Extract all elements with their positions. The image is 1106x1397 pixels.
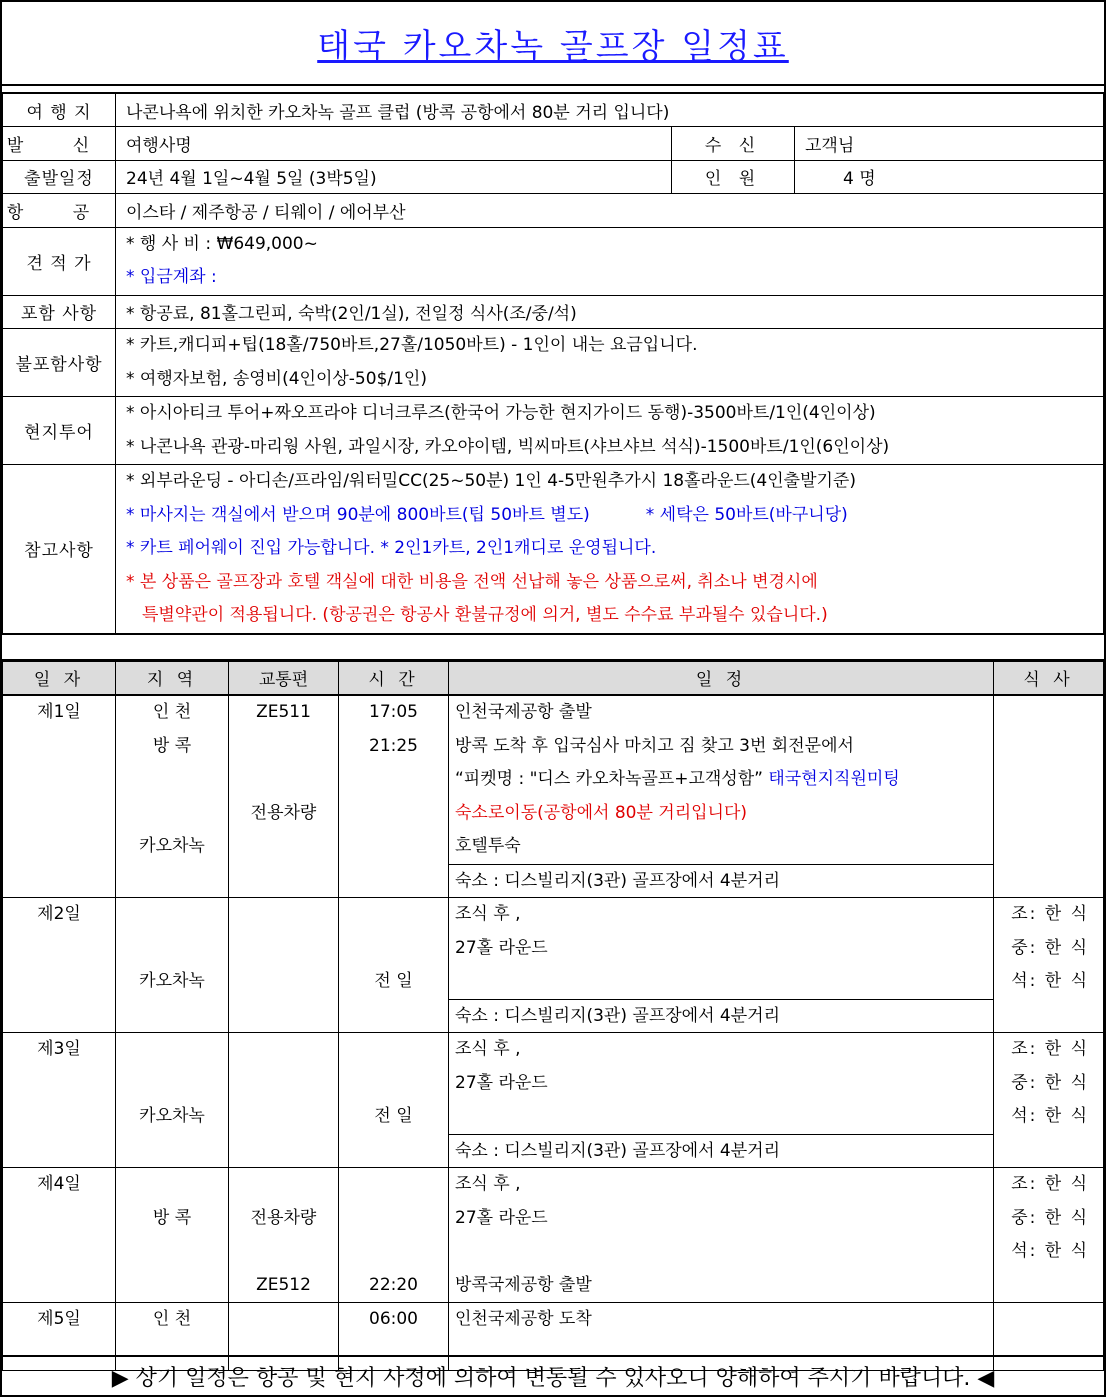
day4-area: 방 콕 <box>116 1168 229 1303</box>
day3-transport <box>229 1033 339 1168</box>
sender-value: 여행사명 <box>116 127 672 161</box>
schedule-row-day3 <box>3 1033 1104 1168</box>
massage-note: * 마사지는 객실에서 받으며 90분에 800바트(팁 50바트 별도) <box>126 504 590 525</box>
header-meal: 식 사 <box>994 661 1104 695</box>
tour-line-1: * 아시아티크 투어+짜오프라야 디너크루즈(한국어 가능한 현지가이드 동행)-3500바트/1인(4인이상) <box>126 403 876 423</box>
included-value: * 항공료, 81홀그린피, 숙박(2인/1실), 전일정 식사(조/중/석) <box>116 295 1104 329</box>
day1-meal <box>994 695 1104 898</box>
day1-hotel: 숙소 : 디스빌리지(3관) 골프장에서 4분거리 <box>449 864 993 898</box>
schedule-row-day1 <box>3 695 1104 898</box>
info-row-schedule <box>3 160 1104 194</box>
day3-time: 전 일 <box>339 1033 449 1168</box>
day4-plan: 조식 후 , 27홀 라운드 방콕국제공항 출발 <box>449 1168 994 1303</box>
price-label: 견 적 가 <box>3 227 116 295</box>
title-area <box>2 2 1104 86</box>
destination-label: 여 행 지 <box>3 93 116 127</box>
excluded-value <box>116 329 1104 397</box>
day3-area: 카오차녹 <box>116 1033 229 1168</box>
destination-value: 나콘나욕에 위치한 카오차녹 골프 클럽 (방콕 공항에서 80분 거리 입니다) <box>116 93 1104 127</box>
header-plan: 일 정 <box>449 661 994 695</box>
info-row-notes <box>3 465 1104 634</box>
notes-label: 참고사항 <box>3 465 116 634</box>
info-row-excluded <box>3 329 1104 397</box>
schedule-row-day2 <box>3 898 1104 1033</box>
day2-time: 전 일 <box>339 898 449 1033</box>
sender-label: 발 신 <box>3 127 116 161</box>
info-row-price <box>3 227 1104 295</box>
included-label: 포함 사항 <box>3 295 116 329</box>
people-value: 4 명 <box>795 160 1104 194</box>
receiver-value: 고객님 <box>795 127 1104 161</box>
day5-area: 인 천 <box>116 1303 229 1371</box>
day1-plan: 인천국제공항 출발 방콕 도착 후 입국심사 마치고 짐 찾고 3번 회전문에서 “피켓명 : "디스 카오차녹골프+고객성함” 태국현지직원미팅 숙소로이동(공항에서 80분 거리입니다) 호텔투숙 숙소 : 디스빌리지(3관) 골프장에서 4분거리 <box>449 695 994 898</box>
deposit-account: * 입금계좌 : <box>126 267 217 287</box>
info-row-destination <box>3 93 1104 127</box>
tour-value <box>116 397 1104 465</box>
receiver-label: 수 신 <box>672 127 795 161</box>
header-time: 시 간 <box>339 661 449 695</box>
schedule-table <box>2 661 1104 1372</box>
excluded-line-1: * 카트,캐디피+팁(18홀/750바트,27홀/1050바트) - 1인이 내는 요금입니다. <box>126 335 698 355</box>
schedule-header-row <box>3 661 1104 695</box>
info-row-airline <box>3 194 1104 228</box>
day1-area: 인 천 방 콕 카오차녹 <box>116 695 229 898</box>
info-table <box>2 92 1104 635</box>
airline-label: 항 공 <box>3 194 116 228</box>
spacer <box>2 635 1104 661</box>
notes-line-4: * 본 상품은 골프장과 호텔 객실에 대한 비용을 전액 선납해 놓은 상품으로써, 취소나 변경시에 <box>126 571 818 592</box>
day2-transport <box>229 898 339 1033</box>
excluded-label: 불포함사항 <box>3 329 116 397</box>
info-row-included <box>3 295 1104 329</box>
schedule-value: 24년 4월 1일~4월 5일 (3박5일) <box>116 160 672 194</box>
tour-label: 현지투어 <box>3 397 116 465</box>
schedule-row-day4 <box>3 1168 1104 1303</box>
day3-hotel: 숙소 : 디스빌리지(3관) 골프장에서 4분거리 <box>449 1134 993 1168</box>
day3-meal: 조: 한 식 중: 한 식 석: 한 식 <box>994 1033 1104 1168</box>
excluded-line-2: * 여행자보험, 송영비(4인이상-50$/1인) <box>126 368 427 389</box>
day1-day: 제1일 <box>3 695 116 898</box>
airline-value: 이스타 / 제주항공 / 티웨이 / 에어부산 <box>116 194 1104 228</box>
day5-day: 제5일 <box>3 1303 116 1371</box>
day5-plan: 인천국제공항 도착 <box>449 1303 994 1371</box>
day2-meal: 조: 한 식 중: 한 식 석: 한 식 <box>994 898 1104 1033</box>
day4-transport: 전용차량 ZE512 <box>229 1168 339 1303</box>
notes-line-5: 특별약관이 적용됩니다. (항공권은 항공사 환불규정에 의거, 별도 수수료 부과될수 있습니다.) <box>142 605 828 625</box>
day4-time: 22:20 <box>339 1168 449 1303</box>
day3-day: 제3일 <box>3 1033 116 1168</box>
day5-time: 06:00 <box>339 1303 449 1371</box>
notes-line-1: * 외부라운딩 - 아디손/프라임/워터밀CC(25~50분) 1인 4-5만원추가시 18홀라운드(4인출발기준) <box>126 471 856 491</box>
notes-line-3: * 카트 페어웨이 진입 가능합니다. * 2인1카트, 2인1캐디로 운영됩니다. <box>126 538 657 558</box>
notes-value <box>116 465 1104 634</box>
day2-area: 카오차녹 <box>116 898 229 1033</box>
page-title: 태국 카오차녹 골프장 일정표 <box>317 26 789 67</box>
day1-transport: ZE511 전용차량 <box>229 695 339 898</box>
price-value <box>116 227 1104 295</box>
tour-line-2: * 나콘나욕 관광-마리웡 사원, 과일시장, 카오야이템, 빅씨마트(샤브샤브 석식)-1500바트/1인(6인이상) <box>126 436 890 457</box>
day4-day: 제4일 <box>3 1168 116 1303</box>
people-label: 인 원 <box>672 160 795 194</box>
price-amount: * 행 사 비 : ₩649,000~ <box>126 233 318 254</box>
header-area: 지 역 <box>116 661 229 695</box>
day2-day: 제2일 <box>3 898 116 1033</box>
header-transport: 교통편 <box>229 661 339 695</box>
info-row-tour <box>3 397 1104 465</box>
info-row-sender <box>3 127 1104 161</box>
day2-hotel: 숙소 : 디스빌리지(3관) 골프장에서 4분거리 <box>449 999 993 1033</box>
day1-time: 17:05 21:25 <box>339 695 449 898</box>
day3-plan: 조식 후 , 27홀 라운드 숙소 : 디스빌리지(3관) 골프장에서 4분거리 <box>449 1033 994 1168</box>
footer-notice: ▶ 상기 일정은 항공 및 현지 사정에 의하여 변동될 수 있사오니 양해하여 주시기 바랍니다. ◀ <box>2 1355 1104 1395</box>
day4-meal: 조: 한 식 중: 한 식 석: 한 식 <box>994 1168 1104 1303</box>
laundry-note: * 세탁은 50바트(바구니당) <box>645 504 848 525</box>
notes-line-2 <box>126 499 1093 533</box>
day2-plan: 조식 후 , 27홀 라운드 숙소 : 디스빌리지(3관) 골프장에서 4분거리 <box>449 898 994 1033</box>
schedule-label: 출발일정 <box>3 160 116 194</box>
header-day: 일 자 <box>3 661 116 695</box>
